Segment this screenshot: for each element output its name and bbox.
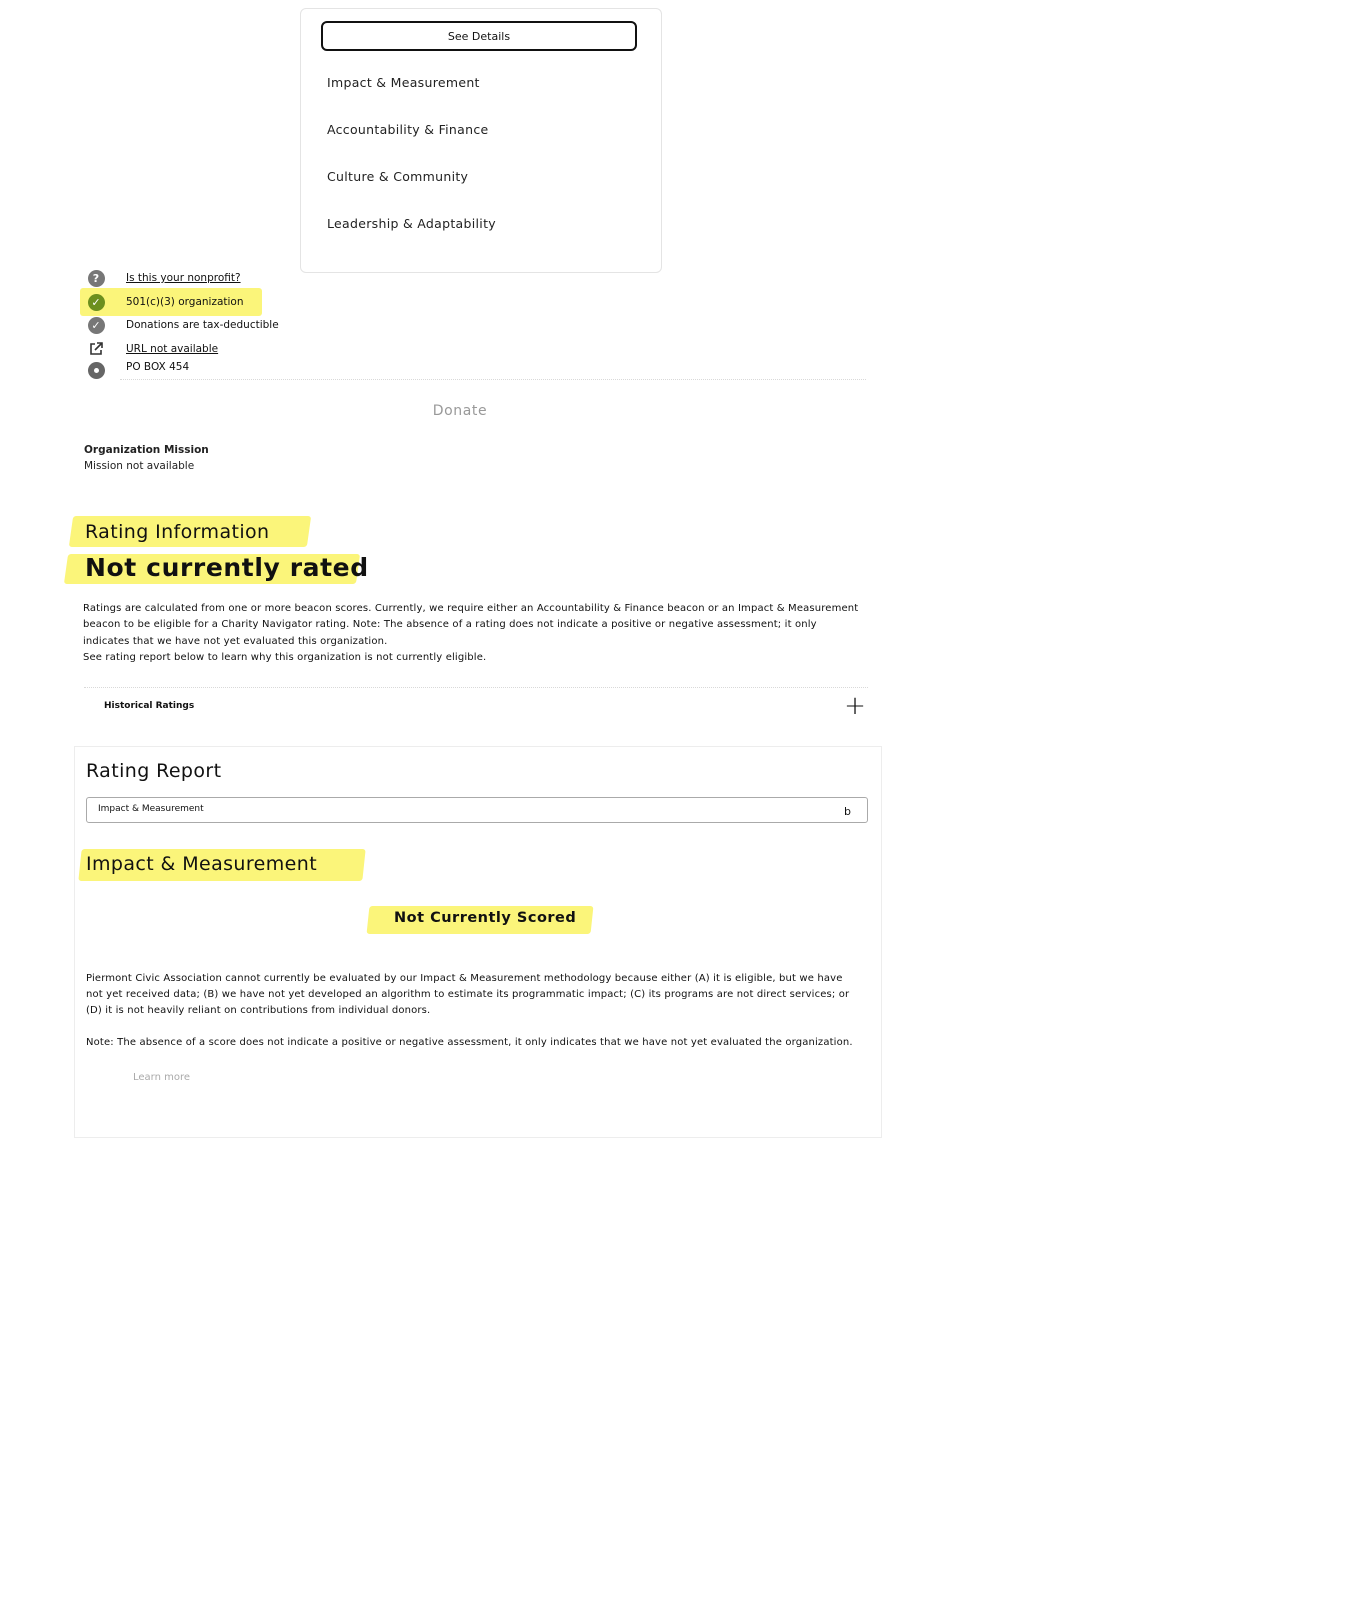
crop-edge	[80, 379, 120, 391]
beacon-item-culture[interactable]: Culture & Community	[327, 169, 469, 184]
address-text: PO BOX 454	[126, 361, 190, 373]
beacon-select-value: Impact & Measurement	[98, 804, 204, 814]
donate-button[interactable]: Donate	[432, 403, 488, 419]
url-row	[86, 339, 219, 359]
score-status: Not Currently Scored	[394, 910, 577, 926]
rating-report-title: Rating Report	[86, 760, 222, 782]
mission-text: Mission not available	[84, 460, 195, 472]
divider	[120, 379, 866, 380]
status-text: 501(c)(3) organization	[126, 296, 244, 308]
url-link[interactable]: URL not available	[126, 343, 219, 355]
beacon-item-leadership[interactable]: Leadership & Adaptability	[327, 216, 496, 231]
location-icon	[86, 357, 106, 379]
rating-description: Ratings are calculated from one or more beacon scores. Currently, we require either an Accountability & Finance beacon or an Impact & Measurement beacon to be eligible for a Charity Navigator rating. Note: The absence of a rating does not indicate a positive or negative assessment; it only indicates that we have not yet evaluated this organization.	[83, 603, 859, 647]
external-link-icon	[86, 339, 106, 359]
learn-more-link[interactable]: Learn more	[133, 1072, 191, 1083]
tax-row	[86, 315, 279, 335]
beacon-select[interactable]	[86, 797, 868, 823]
tax-text: Donations are tax-deductible	[126, 319, 279, 331]
im-section-title: Impact & Measurement	[86, 853, 318, 875]
expand-historical-button[interactable]: +	[844, 691, 866, 721]
rating-see-report: See rating report below to learn why this organization is not currently eligible.	[83, 652, 487, 663]
rating-info-title: Rating Information	[85, 521, 270, 543]
beacon-card	[300, 8, 662, 273]
im-note: Note: The absence of a score does not indicate a positive or negative assessment, it only indicates that we have not yet evaluated the organization.	[86, 1037, 853, 1048]
question-icon: ?	[86, 268, 106, 288]
check-circle-icon: ✓	[86, 292, 106, 312]
claim-link[interactable]: Is this your nonprofit?	[126, 272, 241, 284]
beacon-item-accountability[interactable]: Accountability & Finance	[327, 122, 489, 137]
divider	[84, 687, 868, 688]
address-row	[86, 358, 190, 378]
rating-status: Not currently rated	[85, 553, 369, 582]
beacon-item-impact[interactable]: Impact & Measurement	[327, 75, 480, 90]
see-details-button[interactable]: See Details	[321, 21, 637, 51]
check-circle-icon: ✓	[86, 315, 106, 335]
chevron-down-icon: b	[844, 805, 851, 818]
historical-ratings-label[interactable]: Historical Ratings	[104, 701, 195, 711]
im-explanation: Piermont Civic Association cannot currently be evaluated by our Impact & Measurement methodology because either (A) it is eligible, but we have not yet received data; (B) we have not yet developed an algorithm to estimate its programmatic impact; (C) its programs are not direct services; or (D) it is not heavily reliant on contributions from individual donors.	[86, 973, 850, 1016]
mission-title: Organization Mission	[84, 444, 209, 456]
status-row	[86, 292, 244, 312]
claim-row	[86, 268, 241, 288]
